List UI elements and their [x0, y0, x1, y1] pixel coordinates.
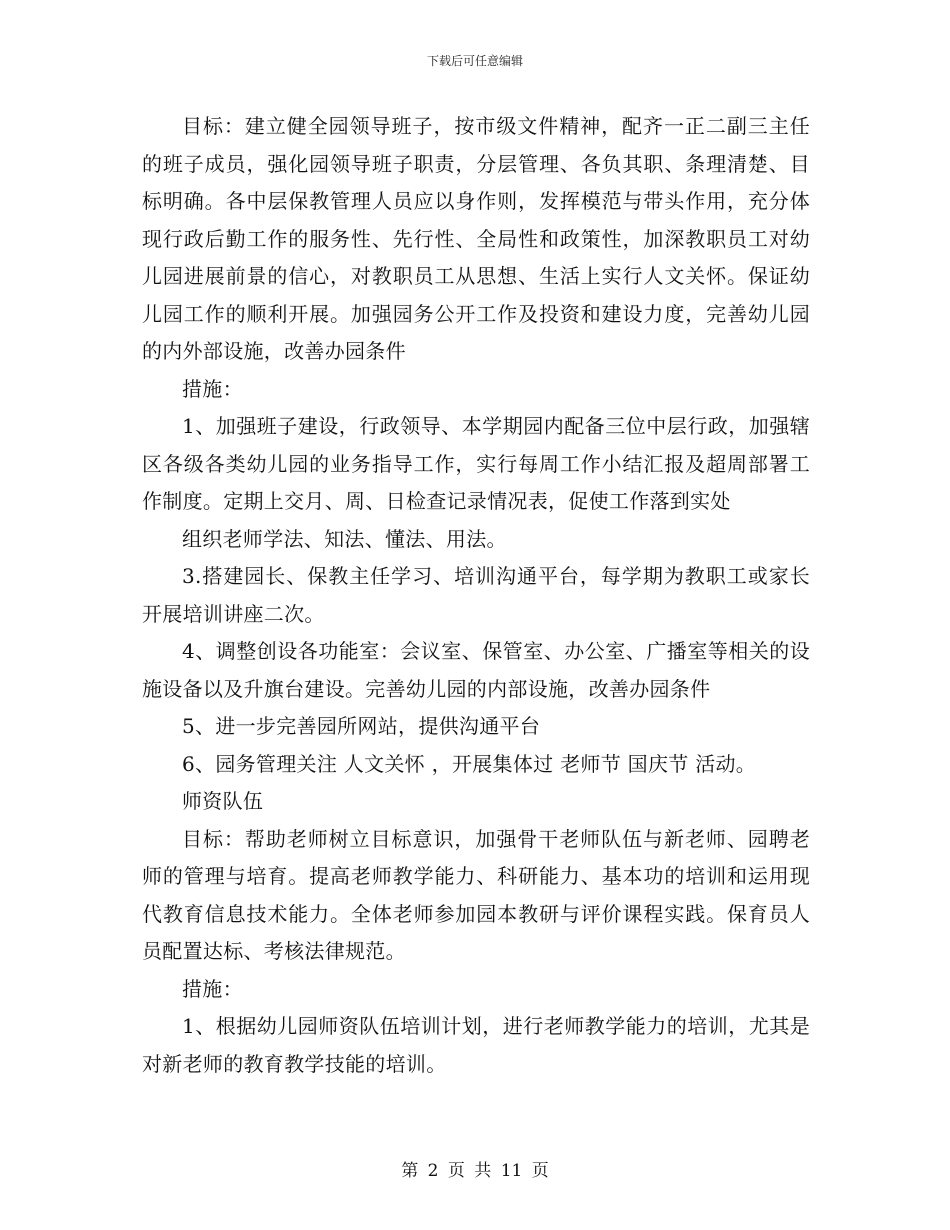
paragraph-measures-heading: 措施：: [182, 376, 243, 401]
paragraph-measure-1: 1、加强班子建设，行政领导、本学期园内配备三位中层行政，加强辖区各级各类幼儿园的业务指导工作，实行每周工作小结汇报及超周部署工作制度。定期上交月、周、日检查记录情况表，促使工作落到实处: [142, 414, 810, 513]
paragraph-measures-heading-2: 措施：: [182, 976, 243, 1001]
paragraph-measure-6: 6、园务管理关注 人文关怀 ，开展集体过 老师节 国庆节 活动。: [182, 751, 757, 776]
paragraph-teacher-measure-1: 1、根据幼儿园师资队伍培训计划，进行老师教学能力的培训，尤其是对新老师的教育教学技能的培训。: [142, 1014, 810, 1076]
page-footer: 第 2 页 共 11 页: [401, 1161, 549, 1181]
paragraph-measure-3: 3.搭建园长、保教主任学习、培训沟通平台，每学期为教职工或家长开展培训讲座二次。: [142, 564, 810, 626]
paragraph-teachers-goal: 目标：帮助老师树立目标意识，加强骨干老师队伍与新老师、园聘老师的管理与培育。提高老师教学能力、科研能力、基本功的培训和运用现代教育信息技术能力。全体老师参加园本教研与评价课程实践。保育员人员配置达标、考核法律规范。: [142, 826, 810, 963]
paragraph-law-study: 组织老师学法、知法、懂法、用法。: [182, 526, 507, 551]
document-body: [142, 108, 810, 1083]
paragraph-measure-5: 5、进一步完善园所网站，提供沟通平台: [182, 714, 541, 738]
paragraph-leadership-goal: 目标：建立健全园领导班子，按市级文件精神，配齐一正二副三主任的班子成员，强化园领导班子职责，分层管理、各负其职、条理清楚、目标明确。各中层保教管理人员应以身作则，发挥模范与带头作用，充分体现行政后勤工作的服务性、先行性、全局性和政策性，加深教职员工对幼儿园进展前景的信心，对教职员工从思想、生活上实行人文关怀。保证幼儿园工作的顺利开展。加强园务公开工作及投资和建设力度，完善幼儿园的内外部设施，改善办园条件: [142, 114, 810, 363]
page-header: 下载后可任意编辑: [426, 54, 523, 68]
section-heading-teachers: 师资队伍: [182, 789, 264, 813]
paragraph-measure-4: 4、调整创设各功能室：会议室、保管室、办公室、广播室等相关的设施设备以及升旗台建设。完善幼儿园的内部设施，改善办园条件: [142, 639, 810, 701]
